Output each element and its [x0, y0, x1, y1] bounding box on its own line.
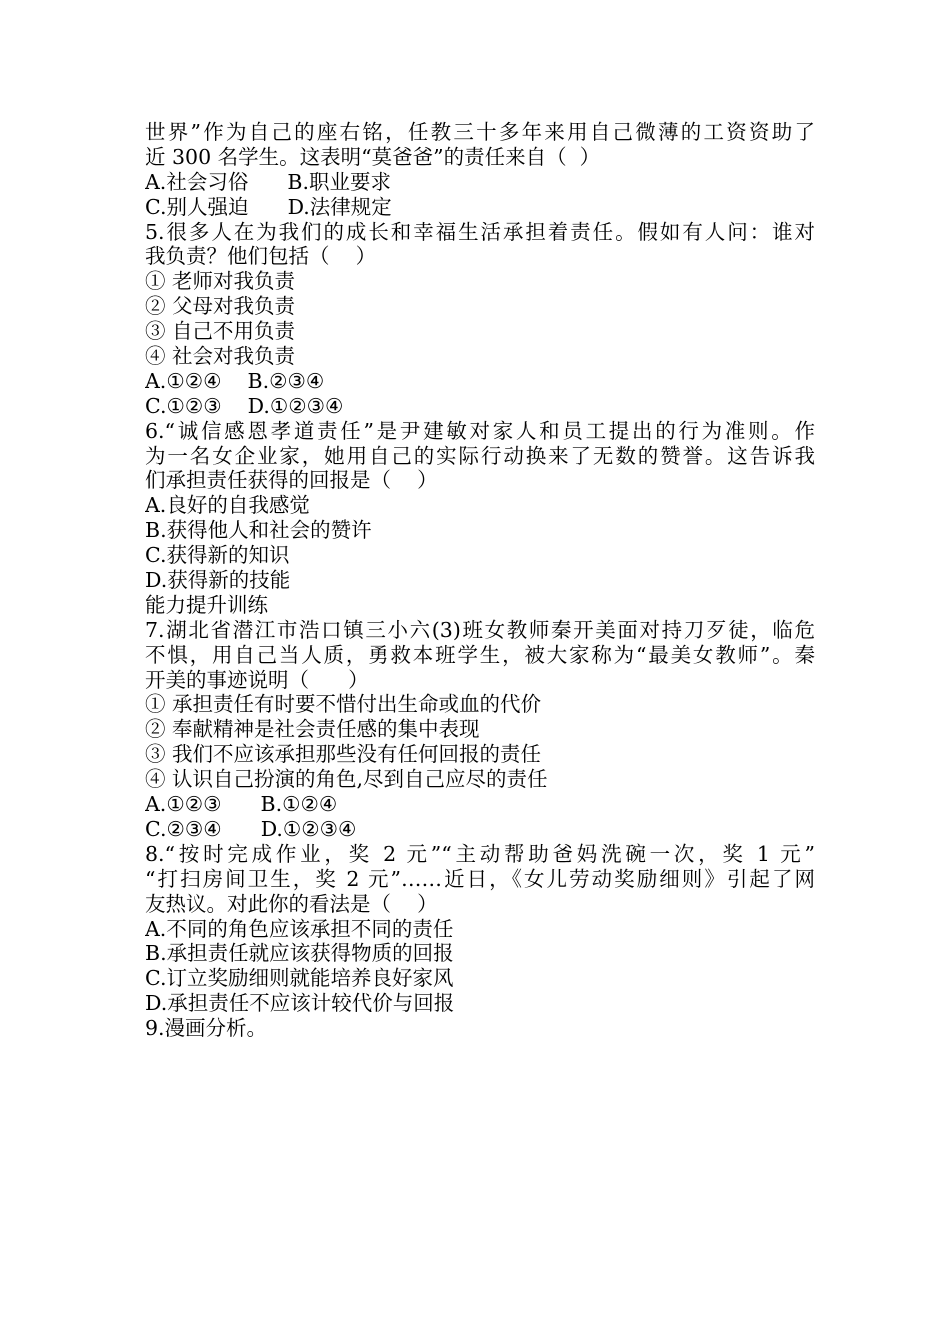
question-5-statement-1: ① 老师对我负责 — [145, 269, 296, 294]
question-8-option-a: A.不同的角色应该承担不同的责任 — [145, 916, 454, 941]
question-7-options-ab: A.①②③ B.①②④ — [145, 792, 338, 817]
question-5-statement-4: ④ 社会对我负责 — [145, 344, 296, 369]
question-4-stem-line-2: 近 300 名学生。这表明“莫爸爸”的责任来自（ ） — [145, 144, 601, 169]
question-8-option-d: D.承担责任不应该计较代价与回报 — [145, 991, 455, 1016]
question-5-stem-line-1: 5.很多人在为我们的成长和幸福生活承担着责任。假如有人问：谁对 — [145, 219, 815, 244]
question-7-stem-line-1: 7.湖北省潜江市浩口镇三小六(3)班女教师秦开美面对持刀歹徒，临危 — [145, 617, 815, 642]
question-7-stem-line-3: 开美的事迹说明（ ） — [145, 667, 369, 692]
question-5-statement-3: ③ 自己不用负责 — [145, 319, 296, 344]
question-6-stem-line-3: 们承担责任获得的回报是（ ） — [145, 468, 438, 493]
question-6-option-b: B.获得他人和社会的赞许 — [145, 518, 372, 543]
question-6-option-a: A.良好的自我感觉 — [145, 493, 310, 518]
question-5-statement-2: ② 父母对我负责 — [145, 294, 296, 319]
question-6-stem-line-2: 为一名女企业家，她用自己的实际行动换来了无数的赞誉。这告诉我 — [145, 443, 815, 468]
question-5-stem-line-2: 我负责？他们包括（ ） — [145, 244, 377, 269]
question-8-stem-line-1: 8.“按时完成作业，奖 2 元”“主动帮助爸妈洗碗一次，奖 1 元” — [145, 841, 815, 866]
question-7-statement-3: ③ 我们不应该承担那些没有任何回报的责任 — [145, 742, 542, 767]
question-9-stem: 9.漫画分析。 — [145, 1016, 268, 1041]
question-8-stem-line-2: “打扫房间卫生，奖 2 元”……近日，《女儿劳动奖励细则》引起了网 — [145, 866, 815, 891]
question-5-options-cd: C.①②③ D.①②③④ — [145, 393, 344, 418]
question-6-option-c: C.获得新的知识 — [145, 543, 290, 568]
question-6-stem-line-1: 6.“诚信感恩孝道责任”是尹建敏对家人和员工提出的行为准则。作 — [145, 418, 815, 443]
section-heading: 能力提升训练 — [145, 592, 268, 617]
question-8-option-c: C.订立奖励细则就能培养良好家风 — [145, 966, 454, 991]
question-4-stem-line-1: 世界”作为自己的座右铭，任教三十多年来用自己微薄的工资资助了 — [145, 120, 815, 144]
question-8-stem-line-3: 友热议。对此你的看法是（ ） — [145, 891, 438, 916]
question-5-options-ab: A.①②④ B.②③④ — [145, 368, 325, 393]
question-4-options-ab: A.社会习俗 B.职业要求 — [145, 169, 391, 194]
question-7-options-cd: C.②③④ D.①②③④ — [145, 816, 357, 841]
document-page — [145, 120, 815, 1041]
question-7-statement-1: ① 承担责任有时要不惜付出生命或血的代价 — [145, 692, 542, 717]
question-6-option-d: D.获得新的技能 — [145, 568, 291, 593]
question-7-statement-2: ② 奉献精神是社会责任感的集中表现 — [145, 717, 480, 742]
question-7-stem-line-2: 不惧，用自己当人质，勇救本班学生，被大家称为“最美女教师”。秦 — [145, 642, 815, 667]
question-8-option-b: B.承担责任就应该获得物质的回报 — [145, 941, 454, 966]
question-4-options-cd: C.别人强迫 D.法律规定 — [145, 194, 392, 219]
question-7-statement-4: ④ 认识自己扮演的角色,尽到自己应尽的责任 — [145, 767, 548, 792]
